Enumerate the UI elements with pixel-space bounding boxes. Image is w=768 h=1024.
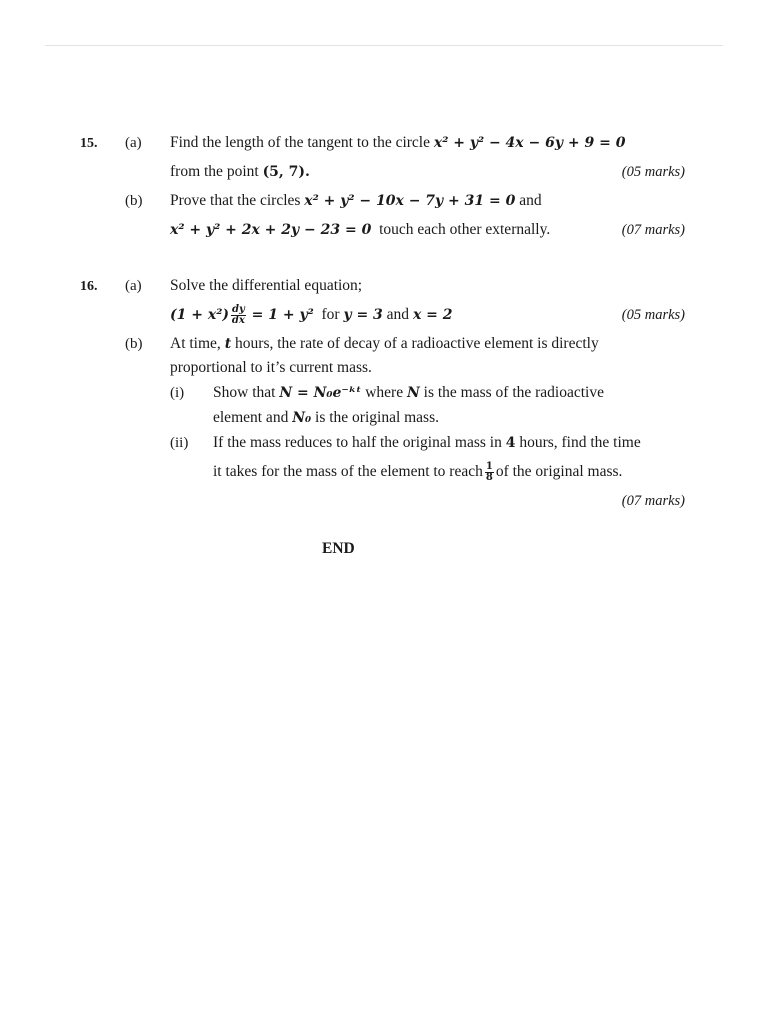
q16a-equation-line — [170, 305, 453, 326]
q16bii-four: 4 — [505, 435, 516, 451]
q16a-rhs: = 1 + y² — [251, 307, 314, 324]
q16bii-text-2-pre: it takes for the mass of the element to reach — [213, 463, 483, 481]
q16bi-show-that: Show that — [213, 384, 276, 401]
q16a-cond-x: x = 2 — [412, 307, 453, 324]
q15a-line-2 — [170, 162, 310, 182]
q15b-marks: (07 marks) — [621, 222, 685, 238]
q16-part-a-label: (a) — [125, 278, 142, 294]
q16bii-frac-num: 1 — [485, 461, 493, 472]
q15b-text: Prove that the circles — [170, 192, 301, 209]
q16a-dy: dy — [231, 304, 245, 315]
q15b-text-2: touch each other externally. — [379, 221, 551, 238]
question-15-number: 15. — [80, 136, 98, 151]
q16bii-fraction — [485, 462, 494, 483]
q16bi-text-2-post: is the original mass. — [315, 409, 440, 426]
q16a-cond-y: y = 3 — [343, 307, 383, 324]
q16b-ii-label: (ii) — [170, 435, 189, 451]
q16bii-text-2-post: of the original mass. — [495, 463, 623, 481]
q15a-circle-equation: x² + y² − 4x − 6y + 9 = 0 — [433, 135, 626, 151]
q15a-text: Find the length of the tangent to the circle — [170, 134, 430, 151]
q16b-i-line-1 — [213, 383, 604, 403]
q16-part-b-label: (b) — [125, 336, 143, 352]
q16bi-formula: N = N₀e⁻ᵏᵗ — [279, 385, 362, 401]
q16bi-N: N — [406, 385, 420, 401]
q16bi-text: is the mass of the radioactive — [423, 384, 604, 401]
q15b-circle-1: x² + y² − 10x − 7y + 31 = 0 — [304, 193, 516, 209]
q16b-line-2: proportional to it’s current mass. — [170, 359, 372, 376]
q15a-marks: (05 marks) — [621, 164, 685, 180]
q16a-line-1: Solve the differential equation; — [170, 277, 363, 294]
q16b-text-post: hours, the rate of decay of a radioactive element is directly — [235, 335, 599, 352]
q16b-ii-line-2 — [213, 462, 622, 483]
q15a-line-1 — [170, 133, 625, 153]
q16bii-text-post: hours, find the time — [519, 434, 641, 451]
q16b-i-line-2 — [213, 408, 439, 428]
top-rule — [45, 45, 723, 46]
q16a-derivative — [231, 305, 246, 326]
q15b-and: and — [519, 192, 542, 209]
q16b-i-label: (i) — [170, 385, 185, 401]
q16a-for: for — [321, 306, 340, 324]
q15b-line-1 — [170, 191, 542, 211]
q15b-circle-2: x² + y² + 2x + 2y − 23 = 0 — [170, 222, 372, 238]
q16b-text-pre: At time, — [170, 335, 221, 352]
q15b-line-2 — [170, 220, 550, 240]
q16b-line-1 — [170, 334, 599, 354]
end-label: END — [322, 540, 355, 557]
q16bi-where: where — [365, 384, 404, 401]
q16b-t: t — [224, 336, 232, 352]
q16bi-N0: N₀ — [292, 410, 312, 426]
q16b-marks: (07 marks) — [621, 493, 685, 509]
q15a-point: (5, 7). — [262, 164, 310, 180]
q16b-ii-line-1 — [213, 433, 641, 453]
q16a-lhs: (1 + x²) — [170, 307, 229, 324]
q15-part-b-label: (b) — [125, 193, 143, 209]
q16bii-frac-den: 8 — [485, 472, 493, 483]
q16bii-text-pre: If the mass reduces to half the original mass in — [213, 434, 502, 451]
q16a-and: and — [386, 306, 410, 324]
q16a-dx: dx — [231, 315, 245, 326]
q16a-marks: (05 marks) — [621, 307, 685, 323]
question-16-number: 16. — [80, 279, 98, 294]
q15a-text-2: from the point — [170, 163, 259, 180]
q15-part-a-label: (a) — [125, 135, 142, 151]
q16bi-text-2-pre: element and — [213, 409, 289, 426]
